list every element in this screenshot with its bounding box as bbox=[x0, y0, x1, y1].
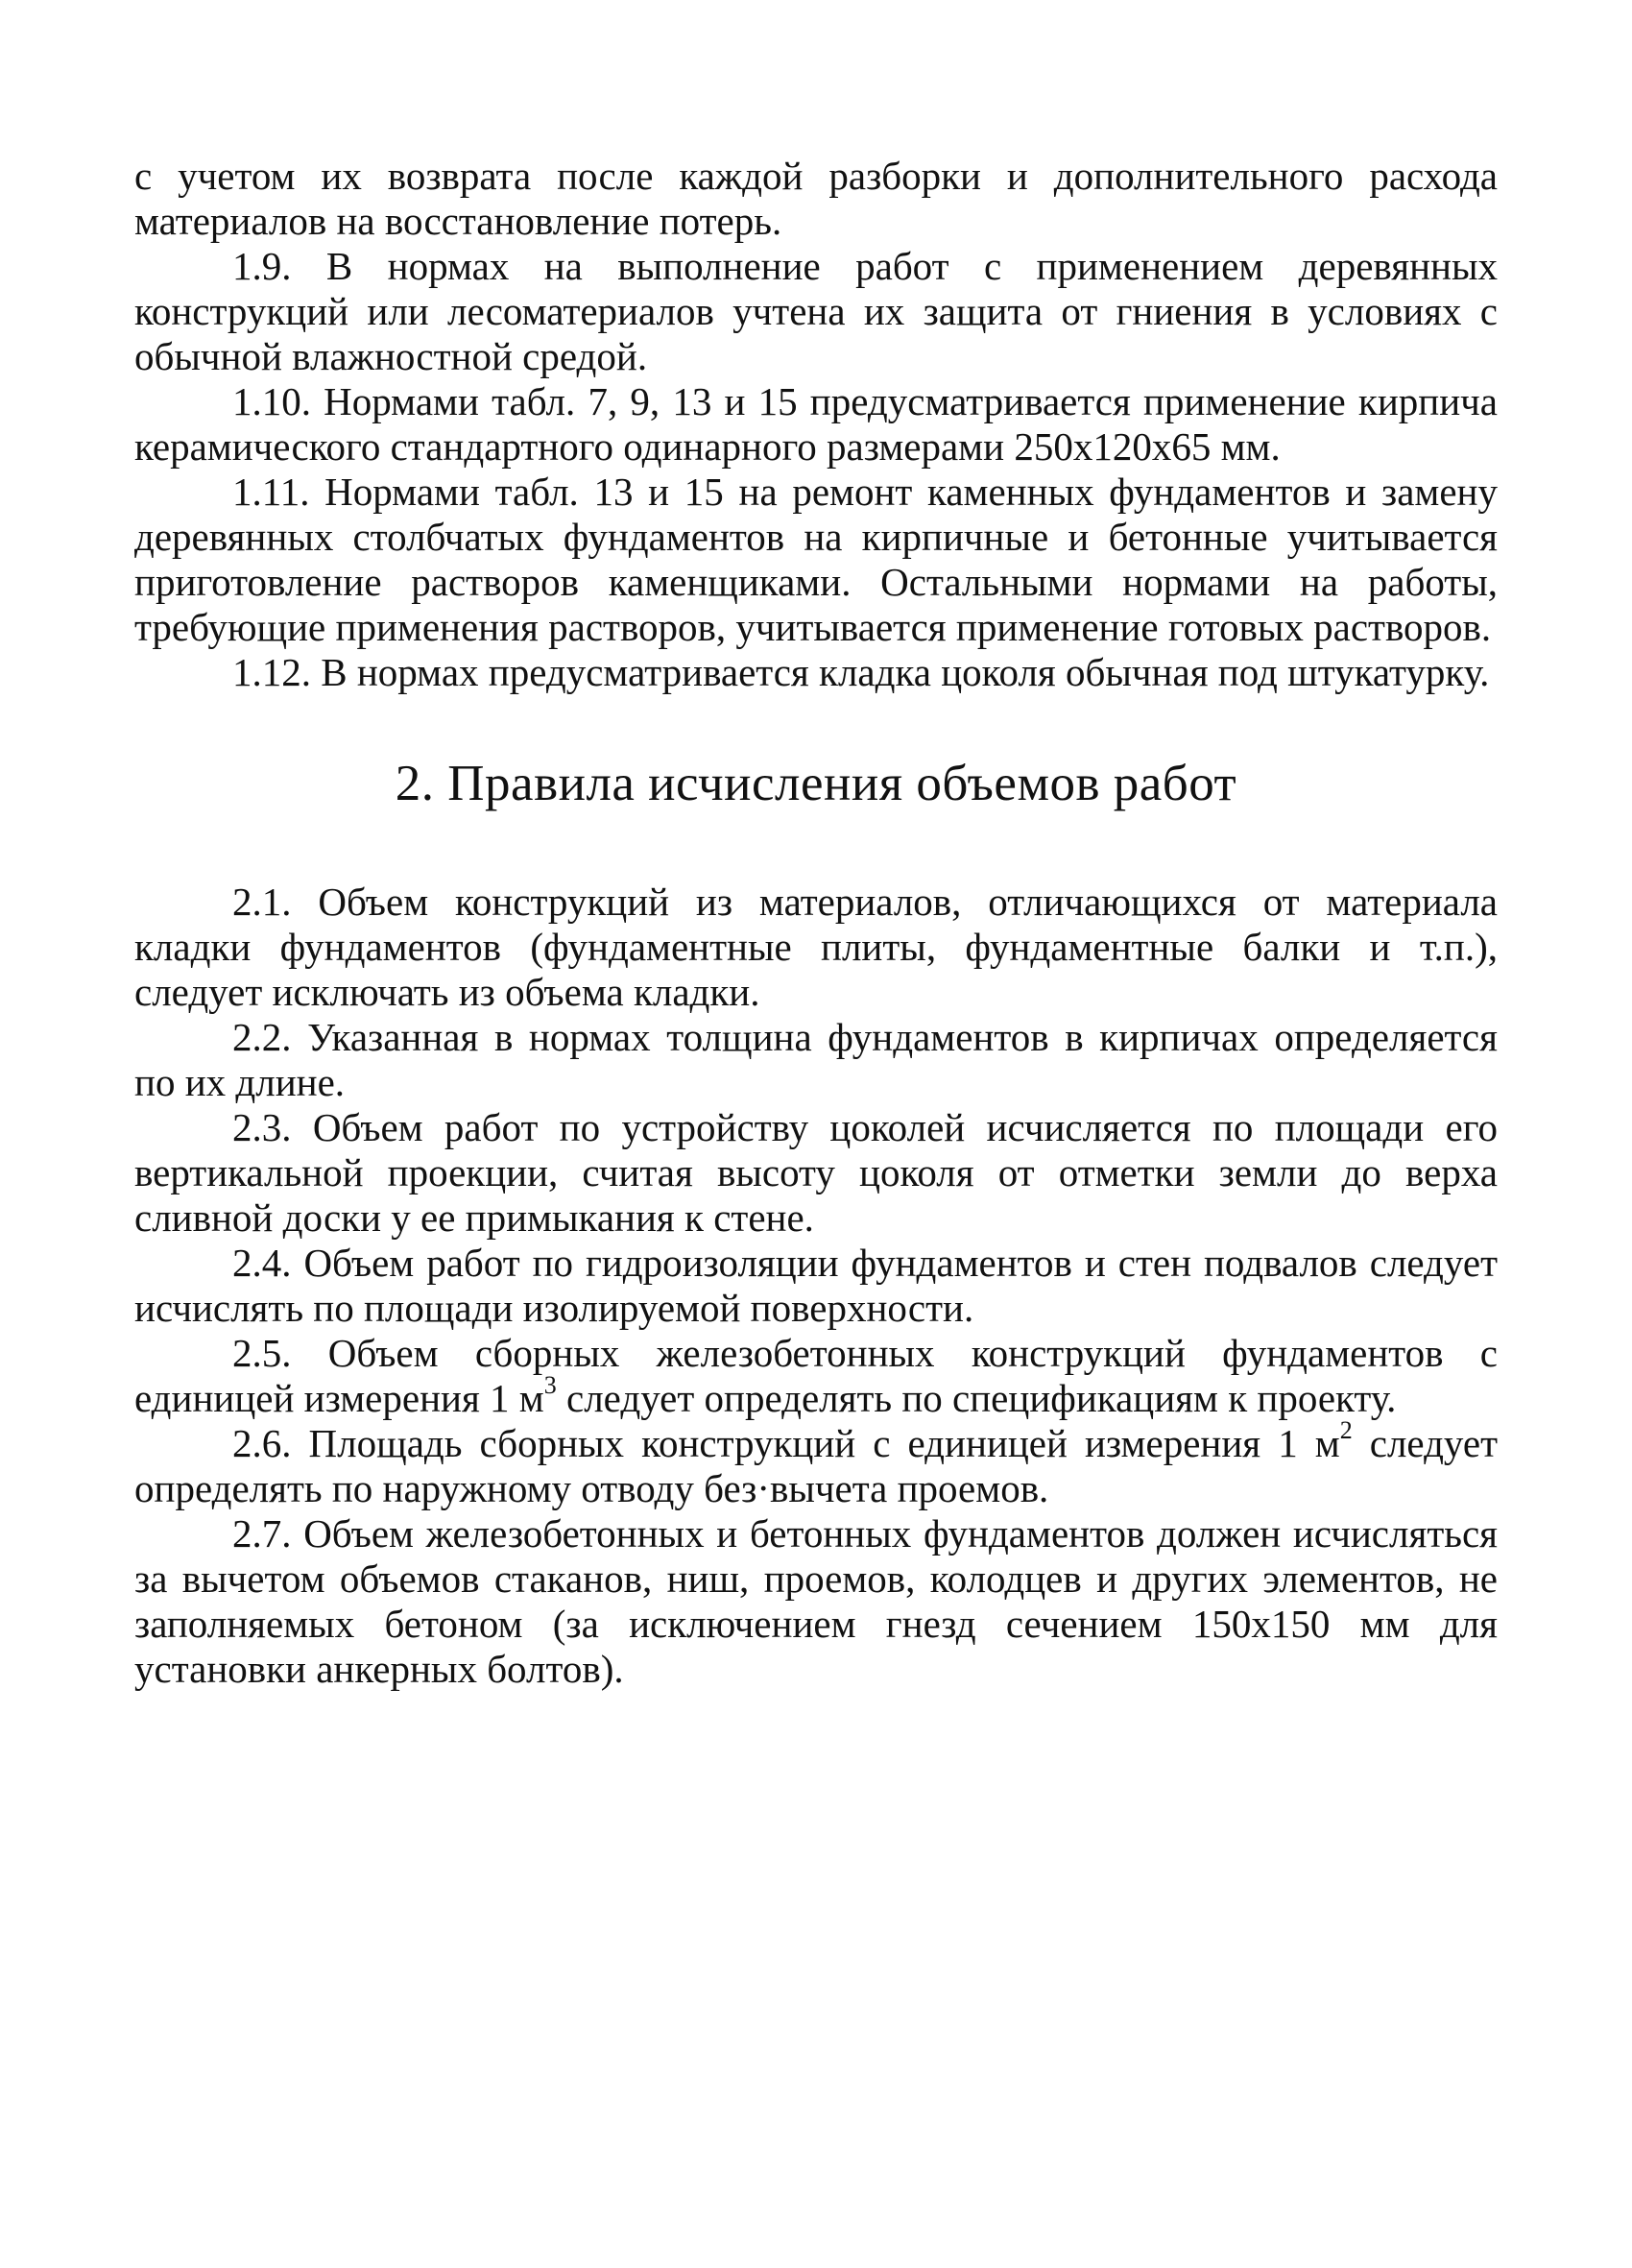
clause-2-2: 2.2. Указанная в нормах толщина фундаментов в кирпичах определяется по их длине. bbox=[134, 1015, 1498, 1104]
square-superscript: 2 bbox=[1339, 1416, 1353, 1445]
clause-2-5-text-after: следует определять по спецификациям к проекту. bbox=[556, 1376, 1397, 1420]
clause-2-5-text-before: 2.5. Объем сборных железобетонных конструкций фундаментов с единицей измерения 1 м bbox=[134, 1331, 1498, 1420]
clause-1-9: 1.9. В нормах на выполнение работ с применением деревянных конструкций или лесоматериалов учтена их защита от гниения в условиях с обычной влажностной средой. bbox=[134, 244, 1498, 378]
clause-2-1: 2.1. Объем конструкций из материалов, отличающихся от материала кладки фундаментов (фундаментные плиты, фундаментные балки и т.п.), следует исключать из объема кладки. bbox=[134, 880, 1498, 1014]
section-2-heading: 2. Правила исчисления объемов работ bbox=[395, 756, 1237, 811]
clause-2-6 bbox=[134, 1416, 1499, 1511]
clause-1-10: 1.10. Нормами табл. 7, 9, 13 и 15 предусматривается применение кирпича керамического стандартного одинарного размерами 250х120х65 мм. bbox=[134, 379, 1498, 469]
clause-1-11: 1.11. Нормами табл. 13 и 15 на ремонт каменных фундаментов и замену деревянных столбчатых фундаментов на кирпичные и бетонные учитывается приготовление растворов каменщиками. Остальными нормами на работы, требующие применения растворов, учитывается применение готовых растворов. bbox=[134, 470, 1498, 649]
clause-2-6-text-before: 2.6. Площадь сборных конструкций с единицей измерения 1 м bbox=[232, 1421, 1340, 1465]
intro-continuation: с учетом их возврата после каждой разборки и дополнительного расхода материалов на восстановление потерь. bbox=[134, 154, 1498, 243]
clause-1-12: 1.12. В нормах предусматривается кладка цоколя обычная под штукатурку. bbox=[232, 650, 1490, 694]
cubic-superscript: 3 bbox=[543, 1371, 557, 1400]
document-page bbox=[134, 154, 1498, 1692]
clause-2-5 bbox=[134, 1331, 1498, 1421]
clause-2-3: 2.3. Объем работ по устройству цоколей исчисляется по площади его вертикальной проекции, считая высоту цоколя от отметки земли до верха сливной доски у ее примыкания к стене. bbox=[134, 1105, 1498, 1240]
clause-2-4: 2.4. Объем работ по гидроизоляции фундаментов и стен подвалов следует исчислять по площади изолируемой поверхности. bbox=[134, 1241, 1498, 1330]
clause-2-6-text-after: следует определять по наружному отводу без·вычета проемов. bbox=[134, 1421, 1499, 1510]
clause-2-7: 2.7. Объем железобетонных и бетонных фундаментов должен исчисляться за вычетом объемов стаканов, ниш, проемов, колодцев и других элементов, не заполняемых бетоном (за исключением гнезд сечением 150х150 мм для установки анкерных болтов). bbox=[134, 1511, 1498, 1691]
